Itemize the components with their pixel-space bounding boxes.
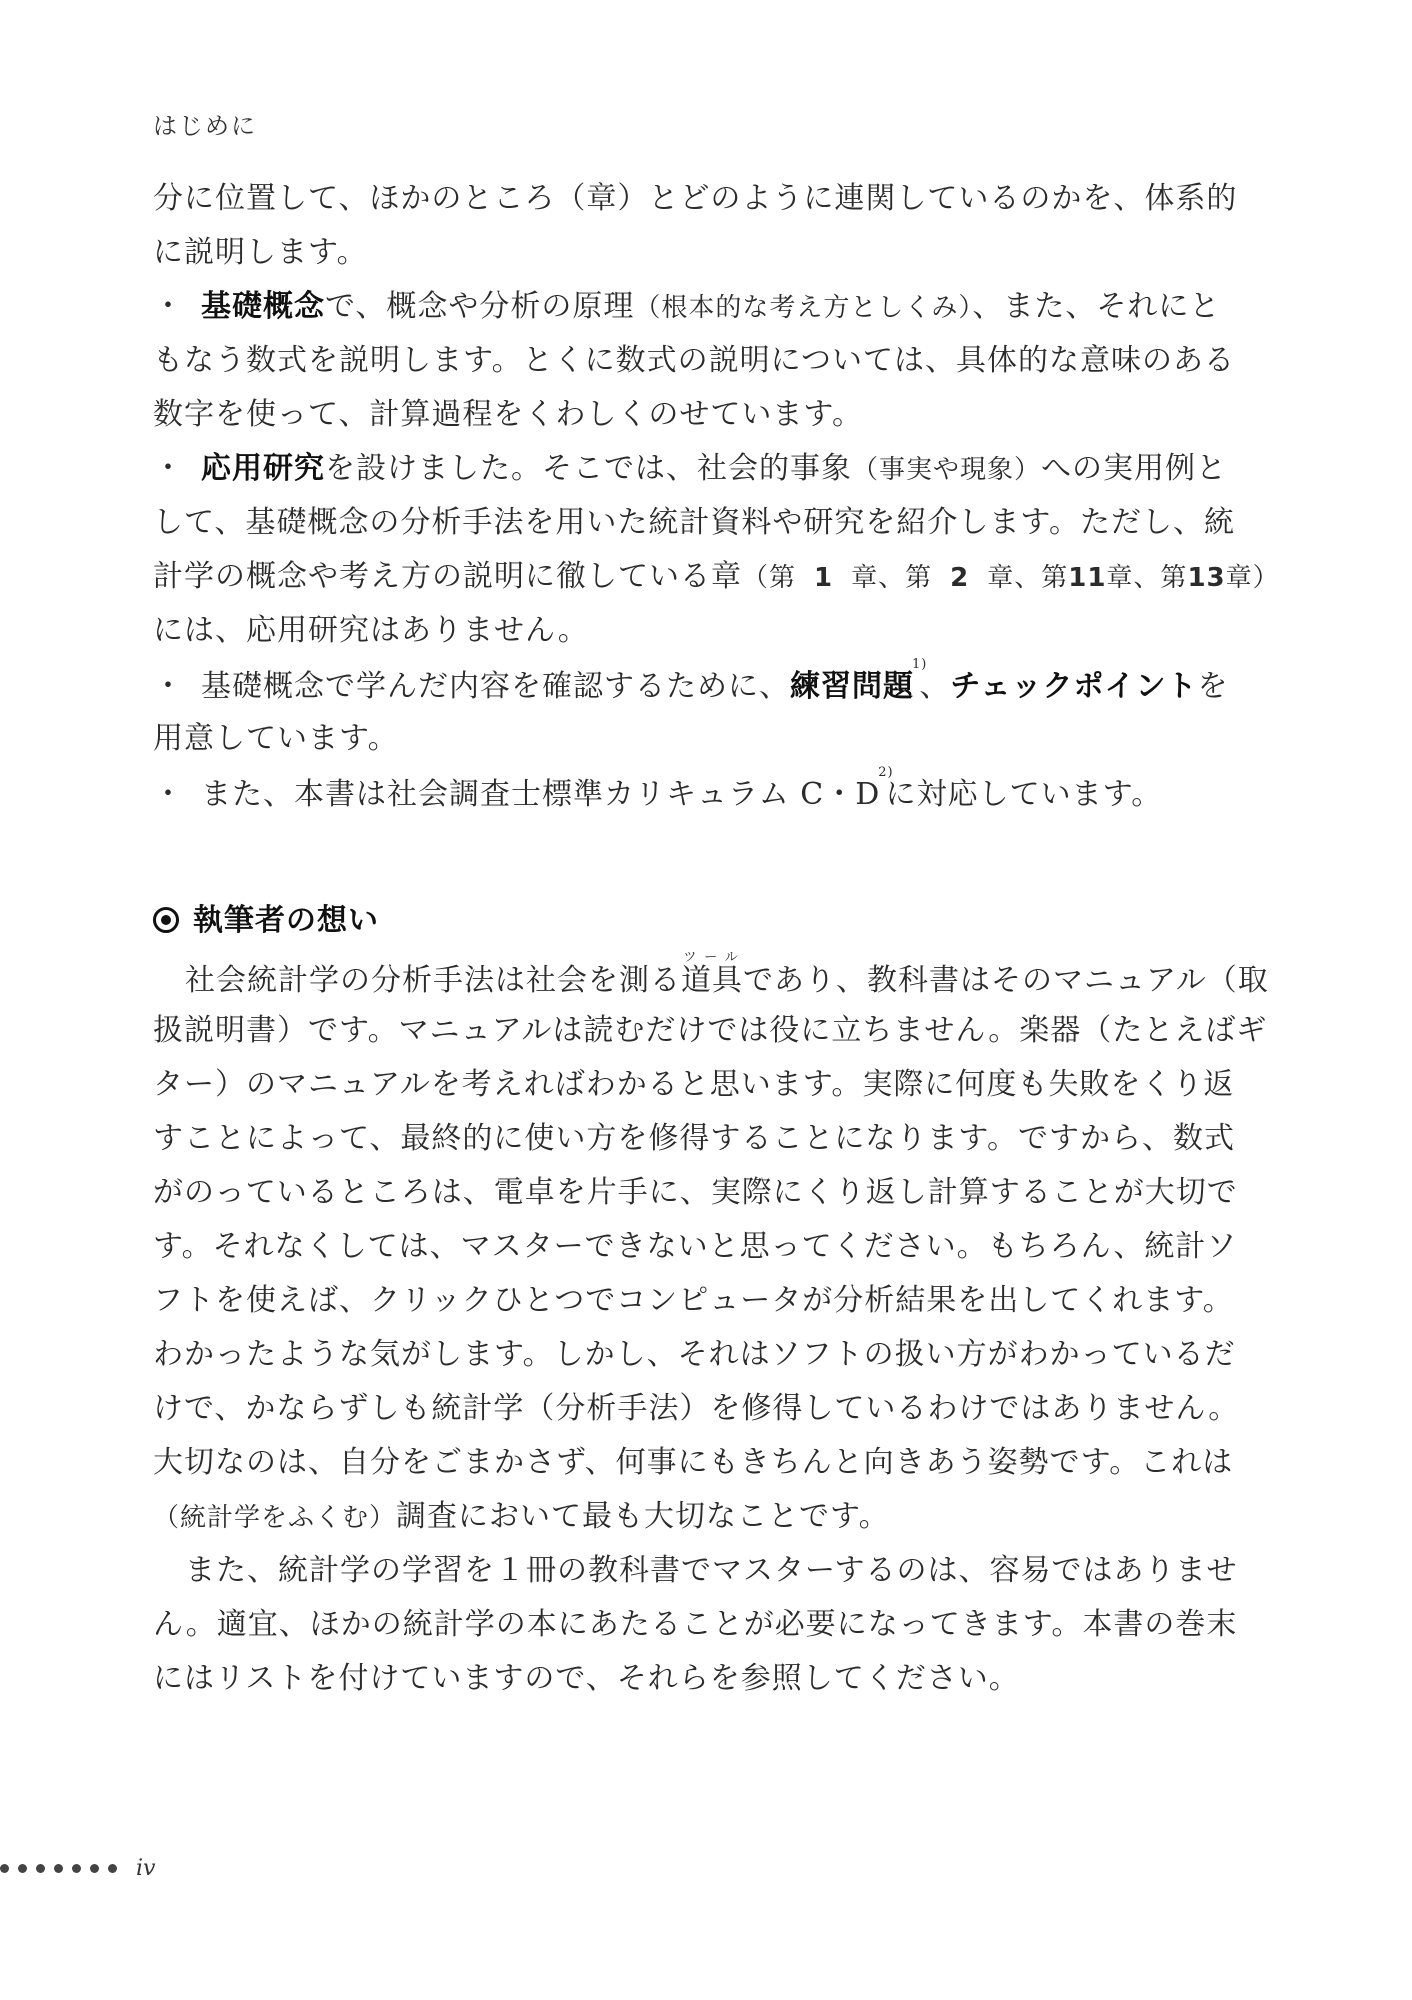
chapter-number: 2 [950,563,970,593]
text-span: 調査において最も大切なことです。 [396,1499,890,1534]
text-span: で、概念や分析の原理 [325,289,635,324]
text-span: 、また、それにと [972,289,1221,324]
footnote-marker: 1) [912,657,928,672]
text-line [153,950,1269,1004]
text-span: を [1197,669,1229,704]
author-thoughts-text [153,950,1269,1706]
text-line: にはリストを付けていますので、それらを参照してください。 [153,1661,1020,1696]
page-number: iv [136,1855,156,1881]
term-applied-research: 応用研究 [201,451,325,486]
text-line: ター）のマニュアルを考えればわかると思います。実際に何度も失敗をくり返 [153,1067,1235,1102]
bullet-marker: ・ [153,777,184,812]
term-checkpoint: チェックポイント [950,669,1198,704]
text-line: 大切なのは、自分をごまかさず、何事にもきちんと向きあう姿勢です。これは [153,1445,1234,1480]
text-span: 、 [919,669,951,704]
text-span: 計学の概念や考え方の説明に徹している章 [153,559,742,594]
bullet-item-exercises [153,657,1229,712]
bullet-item-curriculum [153,766,1213,820]
text-line: には、応用研究はありません。 [153,613,589,648]
text-span: を設けました。そこでは、社会的事象 [325,451,852,486]
bullet-marker: ・ [153,669,184,704]
text-line [153,1544,1238,1598]
text-span: 章、第 [987,563,1069,593]
text-span: （事実や現象） [852,455,1042,485]
text-line: ん。適宜、ほかの統計学の本にあたることが必要になってきます。本書の巻末 [153,1607,1238,1642]
chapter-number: 11 [1068,563,1107,593]
ruby-tool [681,950,743,998]
text-span: 章） [1225,563,1280,593]
text-line: に説明します。 [153,235,368,270]
folio-dot [54,1864,63,1873]
text-line: すことによって、最終的に使い方を修得することになります。ですから、数式 [153,1121,1235,1156]
text-line: す。それなくしては、マスターできないと思ってください。もちろん、統計ソ [153,1229,1238,1264]
text-span: であり、教科書はそのマニュアル（取 [743,963,1269,998]
bullet-item-basic-concepts [153,280,1221,334]
bullet-marker: ・ [153,289,184,324]
folio-dot [18,1864,27,1873]
text-line: けで、かならずしも統計学（分析手法）を修得しているわけではありません。 [153,1391,1240,1426]
text-line: もなう数式を説明します。とくに数式の説明については、具体的な意味のある [153,343,1235,378]
intro-text [153,172,1280,820]
chapter-number: 13 [1187,563,1226,593]
text-span: また、統計学の学習を１冊の教科書でマスターするのは、容易ではありませ [185,1553,1238,1588]
folio-dot [108,1864,117,1873]
text-span: （第 [742,563,797,593]
text-span: （統計学をふくむ） [153,1503,397,1533]
text-line: 数字を使って、計算過程をくわしくのせています。 [153,397,863,432]
bullet-marker: ・ [153,451,184,486]
footnote-marker: 2) [878,765,894,780]
text-span: また、本書は社会調査士標準カリキュラム C・D [201,777,881,812]
folio-dot [90,1864,99,1873]
term-exercises: 練習問題 [790,669,914,704]
text-line: 扱説明書）です。マニュアルは読むだけでは役に立ちません。楽器（たとえばギ [153,1013,1268,1048]
text-span: （根本的な考え方としくみ） [634,293,973,323]
text-line [153,550,1280,604]
text-line: フトを使えば、クリックひとつでコンピュータが分析結果を出してくれます。 [153,1283,1234,1318]
running-head: はじめに [153,112,257,140]
ruby-base: 道具 [681,963,743,998]
text-line [153,1490,1213,1544]
text-line: がのっているところは、電卓を片手に、実際にくり返し計算することが大切で [153,1175,1238,1210]
section-title: 執筆者の想い [193,903,379,938]
folio-dot [72,1864,81,1873]
text-span: に対応しています。 [885,777,1163,812]
text-line: わかったような気がします。しかし、それはソフトの扱い方がわかっているだ [153,1337,1236,1372]
target-circle-icon [153,907,179,933]
text-span: への実用例と [1041,451,1228,486]
bullet-item-applied-research [153,442,1228,496]
chapter-number: 1 [814,563,834,593]
text-span: 章、第 [851,563,933,593]
text-span: 社会統計学の分析手法は社会を測る [185,963,681,998]
text-span: 基礎概念で学んだ内容を確認するために、 [201,669,790,704]
term-basic-concepts: 基礎概念 [201,289,325,324]
text-line: して、基礎概念の分析手法を用いた統計資料や研究を紹介します。ただし、統 [153,505,1235,540]
text-span: 章、第 [1106,563,1188,593]
folio-dot [36,1864,45,1873]
page-folio [0,1855,156,1881]
text-line: 分に位置して、ほかのところ（章）とどのように連関しているのかを、体系的 [153,181,1238,216]
folio-dot [0,1864,9,1873]
section-heading [153,895,379,939]
ruby-annotation: ツール [681,950,743,965]
text-line: 用意しています。 [153,721,399,756]
